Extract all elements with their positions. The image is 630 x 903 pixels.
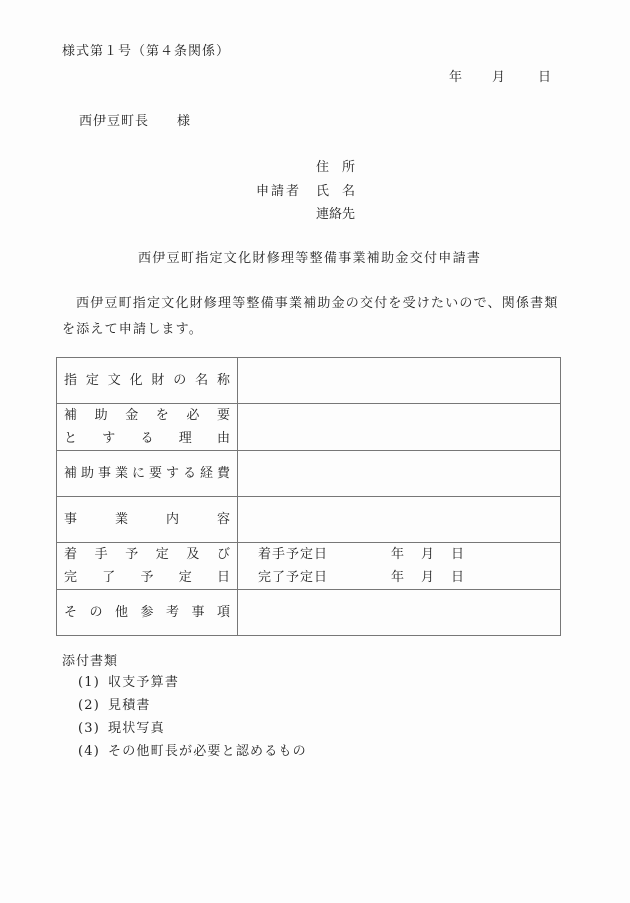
- document-title: 西伊豆町指定文化財修理等整備事業補助金交付申請書: [138, 251, 482, 266]
- field-project-content[interactable]: [238, 497, 561, 543]
- field-cultural-property-name[interactable]: [238, 358, 561, 404]
- attachment-text: 収支予算書: [108, 675, 180, 690]
- label-text: 補助事業に要する経費: [64, 466, 230, 481]
- attachment-item: [78, 694, 151, 713]
- label-subsidy-reason: [57, 404, 238, 451]
- label-text: 指定文化財の名称: [64, 373, 230, 388]
- field-project-cost[interactable]: [238, 451, 561, 497]
- attachment-number: (3): [78, 721, 101, 736]
- attachment-text: 現状写真: [108, 721, 165, 736]
- end-month-label: 月: [421, 570, 435, 585]
- field-other-notes[interactable]: [238, 590, 561, 636]
- label-text: とする理由: [64, 431, 230, 446]
- applicant-name-label: 氏 名: [316, 184, 356, 199]
- date-month-label: 月: [492, 70, 506, 85]
- attachment-item: [78, 740, 307, 759]
- date-year-label: 年: [449, 70, 463, 85]
- label-text: 補助金を必要: [64, 408, 230, 423]
- label-project-cost: [57, 451, 238, 497]
- table-row: [57, 451, 561, 497]
- end-date-label: 完了予定日: [258, 570, 329, 585]
- body-text: 西伊豆町指定文化財修理等整備事業補助金の交付を受けたいので、関係書類を添えて申請します。: [62, 296, 559, 337]
- attachment-number: (2): [78, 698, 101, 713]
- label-text: 事業内容: [64, 512, 230, 527]
- end-year-label: 年: [391, 570, 405, 585]
- attachment-item: [78, 671, 179, 690]
- table-row: [57, 404, 561, 451]
- applicant-address-label: 住 所: [316, 160, 356, 175]
- attachment-item: [78, 717, 165, 736]
- table-row: [57, 543, 561, 590]
- attachment-text: 見積書: [108, 698, 151, 713]
- label-project-content: [57, 497, 238, 543]
- form-number: 様式第１号（第４条関係）: [62, 44, 231, 59]
- start-date-label: 着手予定日: [258, 547, 329, 562]
- attachment-text: その他町長が必要と認めるもの: [108, 744, 307, 759]
- attachments-title: 添付書類: [62, 654, 119, 669]
- end-day-label: 日: [451, 570, 465, 585]
- label-text: 着手予定及び: [64, 547, 230, 562]
- applicant-label: 申請者: [256, 184, 302, 199]
- table-row: [57, 358, 561, 404]
- start-day-label: 日: [451, 547, 465, 562]
- field-schedule[interactable]: [238, 543, 561, 590]
- label-other-notes: [57, 590, 238, 636]
- label-text: 完了予定日: [64, 570, 230, 585]
- start-year-label: 年: [391, 547, 405, 562]
- table-row: [57, 590, 561, 636]
- table-row: [57, 497, 561, 543]
- end-date-row[interactable]: [238, 566, 560, 589]
- date-day-label: 日: [538, 70, 552, 85]
- start-date-row[interactable]: [238, 543, 560, 566]
- start-month-label: 月: [421, 547, 435, 562]
- label-cultural-property-name: [57, 358, 238, 404]
- label-text: その他参考事項: [64, 605, 230, 620]
- addressee-name: 西伊豆町長: [79, 114, 150, 129]
- field-subsidy-reason[interactable]: [238, 404, 561, 451]
- addressee: [79, 110, 191, 129]
- attachment-number: (4): [78, 744, 101, 759]
- attachment-number: (1): [78, 675, 101, 690]
- application-table: [56, 357, 561, 636]
- addressee-honorific: 様: [177, 114, 192, 129]
- applicant-contact-label: 連絡先: [316, 207, 356, 222]
- label-schedule: [57, 543, 238, 590]
